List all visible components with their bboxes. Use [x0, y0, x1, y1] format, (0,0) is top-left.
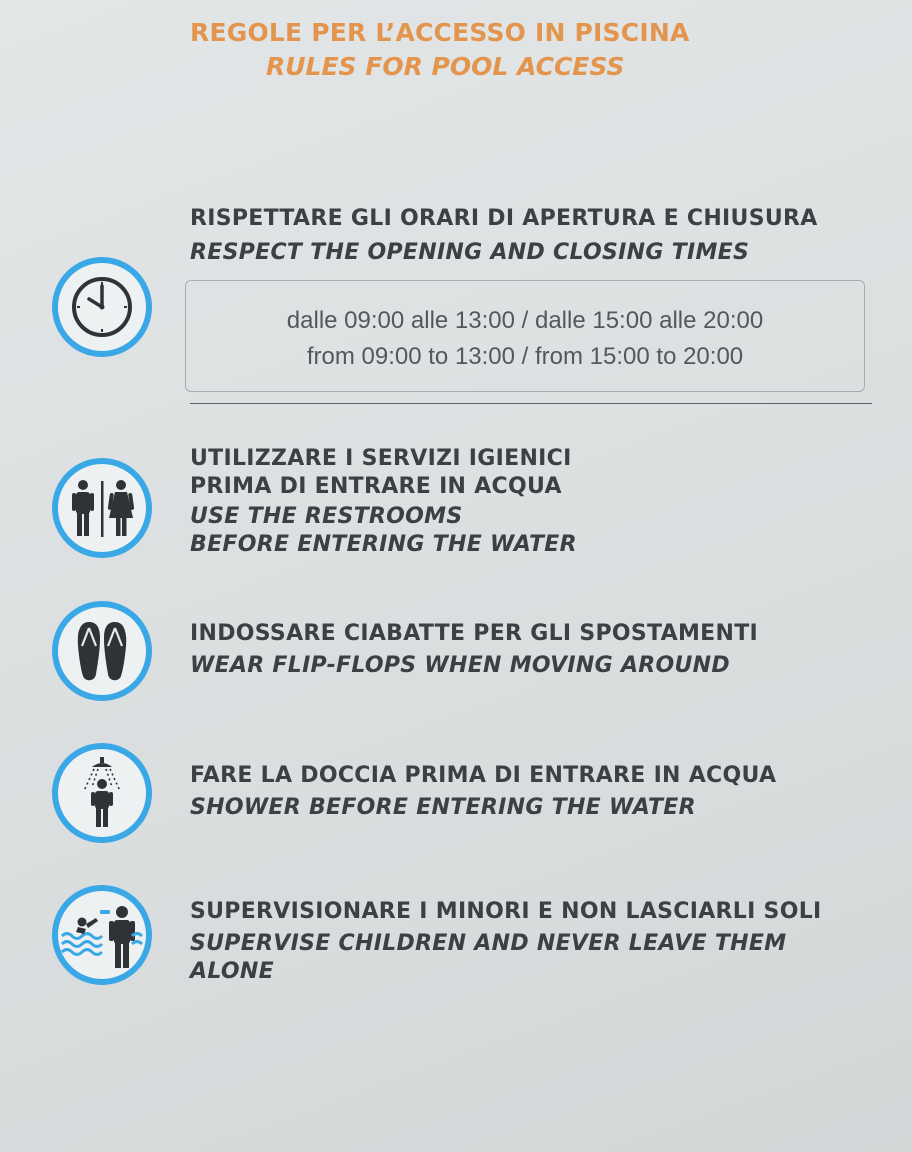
shower-icon: [52, 743, 152, 843]
rule-3-text: [190, 620, 758, 680]
title-italian: REGOLE PER L’ACCESSO IN PISCINA: [190, 18, 690, 47]
hours-english: from 09:00 to 13:00 / from 15:00 to 20:00: [306, 343, 744, 370]
rule-2-english: USE THE RESTROOMS BEFORE ENTERING THE WATER: [190, 504, 577, 557]
sign-header: [190, 16, 690, 84]
rule-2-text: [190, 445, 577, 559]
rule-1-italian: RISPETTARE GLI ORARI DI APERTURA E CHIUSURA: [190, 206, 818, 231]
rule-4-italian: FARE LA DOCCIA PRIMA DI ENTRARE IN ACQUA: [190, 763, 777, 788]
rule-4-english: SHOWER BEFORE ENTERING THE WATER: [190, 795, 696, 820]
hours-italian: dalle 09:00 alle 13:00 / dalle 15:00 alle 20:00: [286, 307, 764, 334]
rule-3-english: WEAR FLIP-FLOPS WHEN MOVING AROUND: [190, 653, 730, 678]
restroom-icon: [52, 458, 152, 558]
section-divider: [190, 403, 872, 404]
rule-1-english: RESPECT THE OPENING AND CLOSING TIMES: [190, 240, 750, 265]
rule-5-english: SUPERVISE CHILDREN AND NEVER LEAVE THEM ALONE: [190, 931, 787, 984]
child-supervision-icon: [52, 885, 152, 985]
rule-1-text: [190, 205, 818, 267]
clock-icon: [52, 257, 152, 357]
rule-4-text: [190, 762, 776, 822]
title-english: RULES FOR POOL ACCESS: [266, 52, 625, 81]
rule-5-italian: SUPERVISIONARE I MINORI E NON LASCIARLI SOLI: [190, 899, 822, 924]
rule-2-italian: UTILIZZARE I SERVIZI IGIENICI PRIMA DI ENTRARE IN ACQUA: [190, 446, 572, 499]
rule-5-text: [190, 898, 822, 986]
flip-flops-icon: [52, 601, 152, 701]
rule-3-italian: INDOSSARE CIABATTE PER GLI SPOSTAMENTI: [190, 621, 759, 646]
opening-hours-box: [185, 280, 865, 392]
